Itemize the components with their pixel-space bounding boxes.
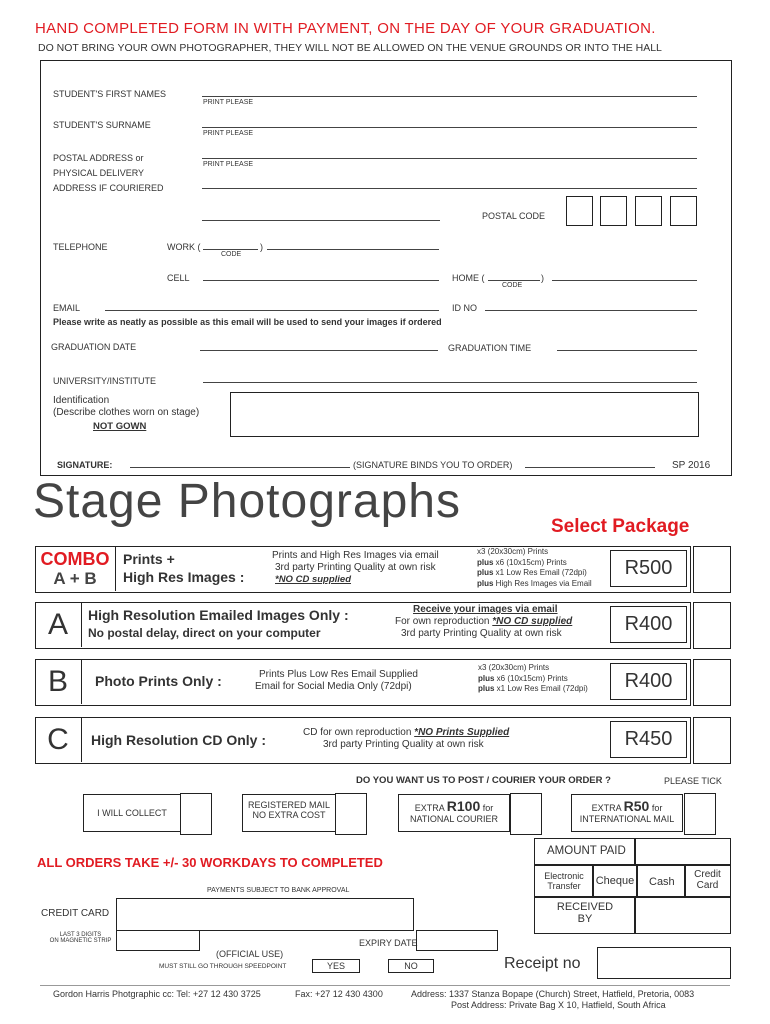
print-please-note: PRINT PLEASE [203,130,254,137]
official-use-label: (OFFICIAL USE) [216,949,284,959]
speedpoint-no-option[interactable]: NO [388,959,434,973]
university-label: UNIVERSITY/INSTITUTE [53,376,157,386]
work-label: WORK ( [167,242,201,252]
credit-card-number-field[interactable] [116,898,414,931]
national-courier-line-2: NATIONAL COURIER [409,814,498,824]
graduation-time-field[interactable] [557,350,697,351]
registered-mail-option [242,794,336,832]
package-b-detail-1: x3 (20x30cm) Prints [478,663,550,672]
home-label: HOME ( [452,273,485,283]
identification-label: Identification [53,395,110,406]
signature-note: (SIGNATURE BINDS YOU TO ORDER) [353,460,513,470]
form-code: SP 2016 [672,460,711,471]
print-please-note: PRINT PLEASE [203,99,254,106]
receipt-no-label: Receipt no [504,955,581,972]
postal-code-digit-4[interactable] [670,196,697,226]
expiry-date-label: EXPIRY DATE [359,938,418,948]
postal-address-field-3[interactable] [202,220,440,221]
package-a-desc-2: For own reproduction *NO CD supplied [395,616,573,627]
combo-desc-3: *NO CD supplied [275,574,352,585]
form-subtitle: DO NOT BRING YOUR OWN PHOTOGRAPHER, THEY WILL NOT BE ALLOWED ON THE VENUE GROUNDS OR INTO THE HALL [38,42,662,54]
received-by-line-1: RECEIVED [556,901,614,913]
package-c-name: High Resolution CD Only : [91,732,266,748]
home-number-field[interactable] [552,280,697,281]
postal-code-digit-2[interactable] [600,196,627,226]
payment-cheque-option[interactable]: Cheque [592,864,638,898]
work-code-note: CODE [221,251,242,258]
receipt-no-field[interactable] [597,947,731,979]
package-a-desc-1: Receive your images via email [413,604,558,615]
footer-address-1: Address: 1337 Stanza Bopape (Church) Street, Hatfield, Pretoria, 0083 [411,989,695,999]
registered-mail-tick-box[interactable] [335,793,367,835]
cash-label: Cash [649,876,675,888]
packages-heading: Stage Photographs [33,475,461,528]
package-b-desc-1: Prints Plus Low Res Email Supplied [259,669,418,680]
identification-sublabel: (Describe clothes worn on stage) [53,407,200,418]
combo-detail-1: x3 (20x30cm) Prints [477,547,549,556]
international-mail-line-1: EXTRA R50 for [591,798,663,814]
id-no-field[interactable] [485,310,697,311]
amount-paid-label: AMOUNT PAID [547,845,626,857]
collect-tick-box[interactable] [180,793,212,835]
speedpoint-note: MUST STILL GO THROUGH SPEEDPOINT [159,963,287,970]
package-b-desc-2: Email for Social Media Only (72dpi) [255,681,412,692]
international-mail-line-2: INTERNATIONAL MAIL [579,814,675,824]
national-courier-tick-box[interactable] [510,793,542,835]
registered-mail-line-1: REGISTERED MAIL [247,800,330,810]
registered-mail-line-2: NO EXTRA COST [252,810,326,820]
graduation-date-field[interactable] [200,350,438,351]
telephone-label: TELEPHONE [53,242,108,252]
footer-company: Gordon Harris Photgraphic cc: Tel: +27 12 430 3725 [53,989,261,999]
received-by-label-box [534,896,636,934]
postal-address-field-2[interactable] [202,188,697,189]
package-b-tick-box[interactable] [693,659,731,706]
amount-paid-field[interactable] [634,838,731,866]
combo-detail-3: plus x1 Low Res Email (72dpi) [477,568,587,577]
postal-code-label: POSTAL CODE [482,211,546,221]
credit-line-2: Card [696,880,719,891]
amount-paid-label-box [534,838,636,866]
combo-tick-box[interactable] [693,546,731,593]
received-by-line-2: BY [577,913,593,925]
last-three-line-1: LAST 3 DIGITS [59,932,102,938]
select-package-label: Select Package [551,516,690,537]
footer-fax: Fax: +27 12 430 4300 [295,989,383,999]
signature-field[interactable] [130,467,350,468]
package-c-tick-box[interactable] [693,717,731,764]
last-three-digits-field[interactable] [116,930,200,951]
postal-code-digit-1[interactable] [566,196,593,226]
bank-approval-note: PAYMENTS SUBJECT TO BANK APPROVAL [207,887,350,894]
package-a-desc-3: 3rd party Printing Quality at own risk [401,628,562,639]
national-courier-option [398,794,510,832]
footer-address-2: Post Address: Private Bag X 10, Hatfield, South Africa [451,1000,666,1010]
footer-divider [40,985,730,986]
combo-desc-2: 3rd party Printing Quality at own risk [275,562,436,573]
package-b[interactable] [35,659,730,704]
international-mail-option [571,794,683,832]
package-b-detail-3: plus x1 Low Res Email (72dpi) [478,684,588,693]
first-names-field[interactable] [202,96,697,97]
package-c-price: R450 [610,721,687,758]
home-code-field[interactable] [488,280,540,281]
form-title: HAND COMPLETED FORM IN WITH PAYMENT, ON THE DAY OF YOUR GRADUATION. [35,20,656,37]
package-c[interactable] [35,717,730,762]
home-code-note: CODE [502,282,523,289]
work-number-field[interactable] [267,249,439,250]
email-label: EMAIL [53,303,81,313]
package-a-sub: No postal delay, direct on your computer [88,626,321,640]
surname-label: STUDENT'S SURNAME [53,120,151,130]
expiry-date-field[interactable] [416,930,498,951]
orders-duration-note: ALL ORDERS TAKE +/- 30 WORKDAYS TO COMPLETED [37,855,383,870]
combo-detail-4: plus High Res Images via Email [477,578,592,588]
combo-tag-line-2: A + B [53,569,97,588]
cell-label: CELL [167,273,190,283]
payment-credit-option[interactable] [684,864,731,898]
combo-tag [35,546,116,591]
package-c-desc-1: CD for own reproduction *NO Prints Supplied [303,727,510,738]
package-b-price: R400 [610,663,687,700]
signature-label: SIGNATURE: [57,460,113,470]
package-c-desc-2: 3rd party Printing Quality at own risk [323,739,484,750]
package-c-letter: C [35,717,82,762]
work-close-paren: ) [260,242,263,252]
combo-tag-line-1: COMBO [40,549,110,569]
speedpoint-yes-option[interactable]: YES [312,959,360,973]
package-a-name: High Resolution Emailed Images Only : [88,607,349,623]
package-a-tick-box[interactable] [693,602,731,649]
payment-eft-option[interactable] [534,864,594,898]
package-a-price: R400 [610,606,687,643]
university-field[interactable] [203,382,697,383]
package-b-detail-2: plus x6 (10x15cm) Prints [478,673,568,683]
eft-line-2: Transfer [547,881,581,891]
package-b-name: Photo Prints Only : [95,673,222,689]
last-three-line-2: ON MAGNETIC STRIP [49,938,112,944]
combo-details [477,547,592,589]
please-tick-note: PLEASE TICK [664,776,722,786]
postal-label-1: POSTAL ADDRESS or [53,153,144,163]
package-b-details [478,663,588,695]
credit-line-1: Credit [694,869,721,880]
email-field[interactable] [105,310,439,311]
identification-field[interactable] [230,392,699,437]
combo-name-2: High Res Images : [123,569,245,585]
cell-field[interactable] [203,280,439,281]
combo-desc-1: Prints and High Res Images via email [272,550,439,561]
last-three-digits-label [43,932,118,944]
combo-detail-2: plus x6 (10x15cm) Prints [477,557,567,567]
combo-price: R500 [610,550,687,587]
postal-label-3: ADDRESS IF COURIERED [53,183,164,193]
national-courier-line-1: EXTRA R100 for [414,798,494,814]
email-note: Please write as neatly as possible as this email will be used to send your images if ordered [53,317,442,327]
graduation-time-label: GRADUATION TIME [448,343,532,353]
collect-option: I WILL COLLECT [83,794,181,832]
received-by-field[interactable] [634,896,731,934]
payment-cash-option[interactable] [636,864,686,898]
combo-name-1: Prints + [123,551,175,567]
home-close-paren: ) [541,273,544,283]
postal-code-digit-3[interactable] [635,196,662,226]
graduation-date-label: GRADUATION DATE [51,342,137,352]
package-b-letter: B [35,659,82,704]
international-mail-tick-box[interactable] [684,793,716,835]
id-no-label: ID NO [452,303,478,313]
package-combo[interactable] [35,546,730,591]
surname-field[interactable] [202,127,697,128]
postal-label-2: PHYSICAL DELIVERY [53,168,145,178]
work-code-field[interactable] [203,249,258,250]
postal-address-field-1[interactable] [202,158,697,159]
package-a[interactable] [35,602,730,647]
first-names-label: STUDENT'S FIRST NAMES [53,89,167,99]
credit-card-label: CREDIT CARD [41,908,110,919]
eft-line-1: Electronic [544,871,584,881]
print-please-note: PRINT PLEASE [203,161,254,168]
signature-rule [525,467,655,468]
not-gown-note: NOT GOWN [93,421,147,432]
package-a-letter: A [35,602,82,647]
delivery-question: DO YOU WANT US TO POST / COURIER YOUR ORDER ? [356,775,611,786]
